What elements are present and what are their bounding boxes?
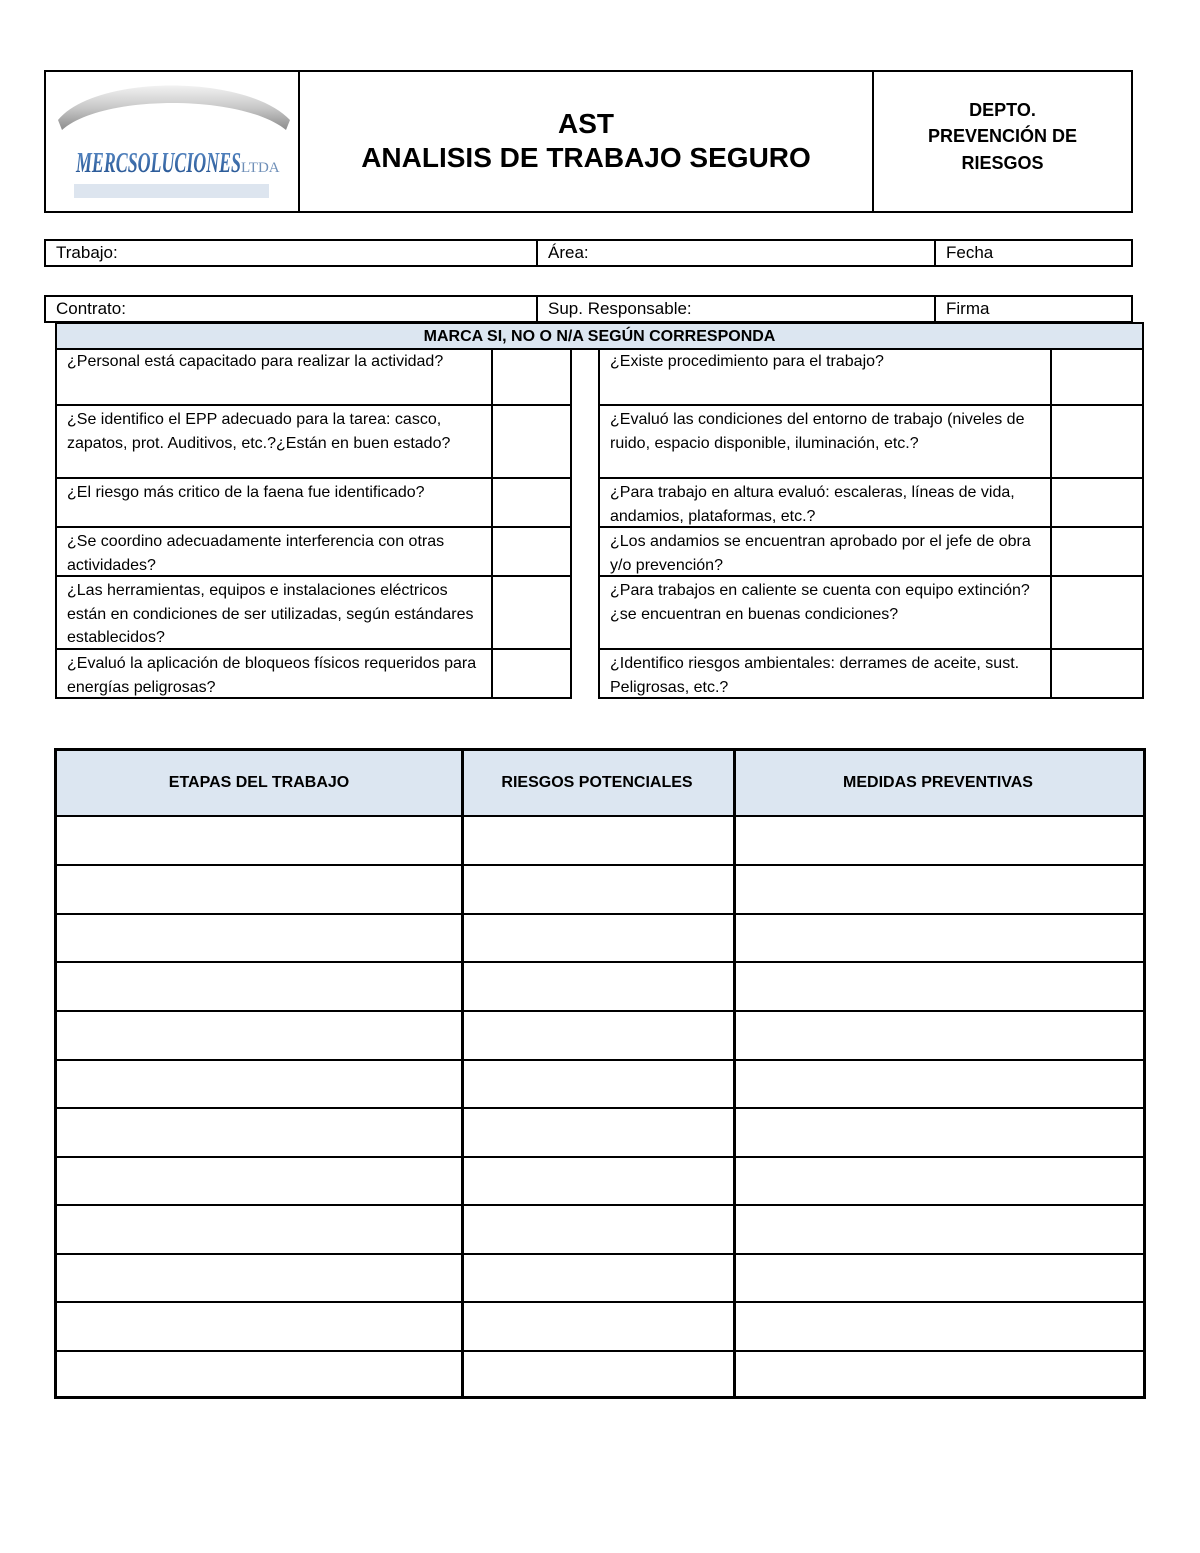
title-full: ANALISIS DE TRABAJO SEGURO — [361, 142, 811, 174]
logo-graphic — [46, 72, 296, 211]
answer-box[interactable] — [1050, 577, 1144, 648]
answer-box[interactable] — [491, 528, 572, 575]
column-header-riesgos: RIESGOS POTENCIALES — [501, 774, 693, 791]
contrato-field[interactable]: Contrato: — [56, 299, 126, 318]
answer-box[interactable] — [1050, 406, 1144, 477]
table-row[interactable] — [57, 1010, 1143, 1012]
checklist-item: ¿Para trabajos en caliente se cuenta con equipo extinción?¿se encuentran en buenas condiciones? — [600, 577, 1142, 650]
document-header — [44, 70, 1133, 213]
checklist-item: ¿Para trabajo en altura evaluó: escaleras, líneas de vida, andamios, plataformas, etc.? — [600, 479, 1142, 528]
answer-box[interactable] — [491, 479, 572, 526]
table-row[interactable] — [57, 1301, 1143, 1303]
checklist-heading: MARCA SI, NO O N/A SEGÚN CORRESPONDA — [55, 322, 1144, 350]
table-row[interactable] — [57, 1156, 1143, 1158]
answer-box[interactable] — [491, 650, 572, 697]
checklist-item: ¿Se coordino adecuadamente interferencia con otras actividades? — [57, 528, 570, 577]
checklist-right — [598, 348, 1144, 699]
table-row[interactable] — [57, 1253, 1143, 1255]
table-row[interactable] — [57, 961, 1143, 963]
answer-box[interactable] — [1050, 479, 1144, 526]
answer-box[interactable] — [1050, 348, 1144, 404]
area-field[interactable]: Área: — [536, 241, 934, 265]
column-header-medidas: MEDIDAS PREVENTIVAS — [843, 774, 1033, 791]
firma-field[interactable]: Firma — [934, 297, 1131, 321]
checklist-item: ¿Evaluó las condiciones del entorno de trabajo (niveles de ruido, espacio disponible, iluminación, etc.? — [600, 406, 1142, 479]
fecha-field[interactable]: Fecha — [934, 241, 1131, 265]
table-row[interactable] — [57, 1059, 1143, 1061]
info-row-contract — [44, 295, 1133, 323]
company-logo — [46, 72, 300, 211]
table-row[interactable] — [57, 1204, 1143, 1206]
column-divider — [461, 751, 464, 1396]
table-row[interactable] — [57, 815, 1143, 817]
answer-box[interactable] — [1050, 650, 1144, 697]
checklist-item: ¿Identifico riesgos ambientales: derrames de aceite, sust. Peligrosas, etc.? — [600, 650, 1142, 697]
answer-box[interactable] — [491, 348, 572, 404]
document-title — [300, 72, 874, 211]
column-divider — [733, 751, 736, 1396]
trabajo-field[interactable]: Trabajo: — [56, 243, 118, 262]
answer-box[interactable] — [491, 577, 572, 648]
checklist-item: ¿Las herramientas, equipos e instalaciones eléctricos están en condiciones de ser utilizadas, según estándares establecidos? — [57, 577, 570, 650]
checklist-item: ¿El riesgo más critico de la faena fue identificado? — [57, 479, 570, 528]
checklist-item: ¿Personal está capacitado para realizar la actividad? — [57, 348, 570, 406]
department-label: DEPTO. PREVENCIÓN DE RIESGOS — [927, 100, 1078, 173]
table-header — [57, 751, 1143, 815]
checklist-item: ¿Evaluó la aplicación de bloqueos físicos requeridos para energías peligrosas? — [57, 650, 570, 697]
checklist-left — [55, 348, 572, 699]
table-row[interactable] — [57, 913, 1143, 915]
table-row[interactable] — [57, 864, 1143, 866]
info-row-job — [44, 239, 1133, 267]
svg-text:MERCSOLUCIONES: MERCSOLUCIONES — [75, 147, 242, 179]
table-row[interactable] — [57, 1350, 1143, 1352]
svg-text:LTDA: LTDA — [241, 160, 280, 176]
checklist-item: ¿Existe procedimiento para el trabajo? — [600, 348, 1142, 406]
checklist-item: ¿Los andamios se encuentran aprobado por el jefe de obra y/o prevención? — [600, 528, 1142, 577]
answer-box[interactable] — [1050, 528, 1144, 575]
checklist-item: ¿Se identifico el EPP adecuado para la tarea: casco, zapatos, prot. Auditivos, etc.?¿Están en buen estado? — [57, 406, 570, 479]
answer-box[interactable] — [491, 406, 572, 477]
sup-responsable-field[interactable]: Sup. Responsable: — [536, 297, 934, 321]
title-acronym: AST — [558, 107, 614, 139]
risk-analysis-table — [54, 748, 1146, 1399]
table-row[interactable] — [57, 1107, 1143, 1109]
column-header-etapas: ETAPAS DEL TRABAJO — [168, 774, 350, 791]
